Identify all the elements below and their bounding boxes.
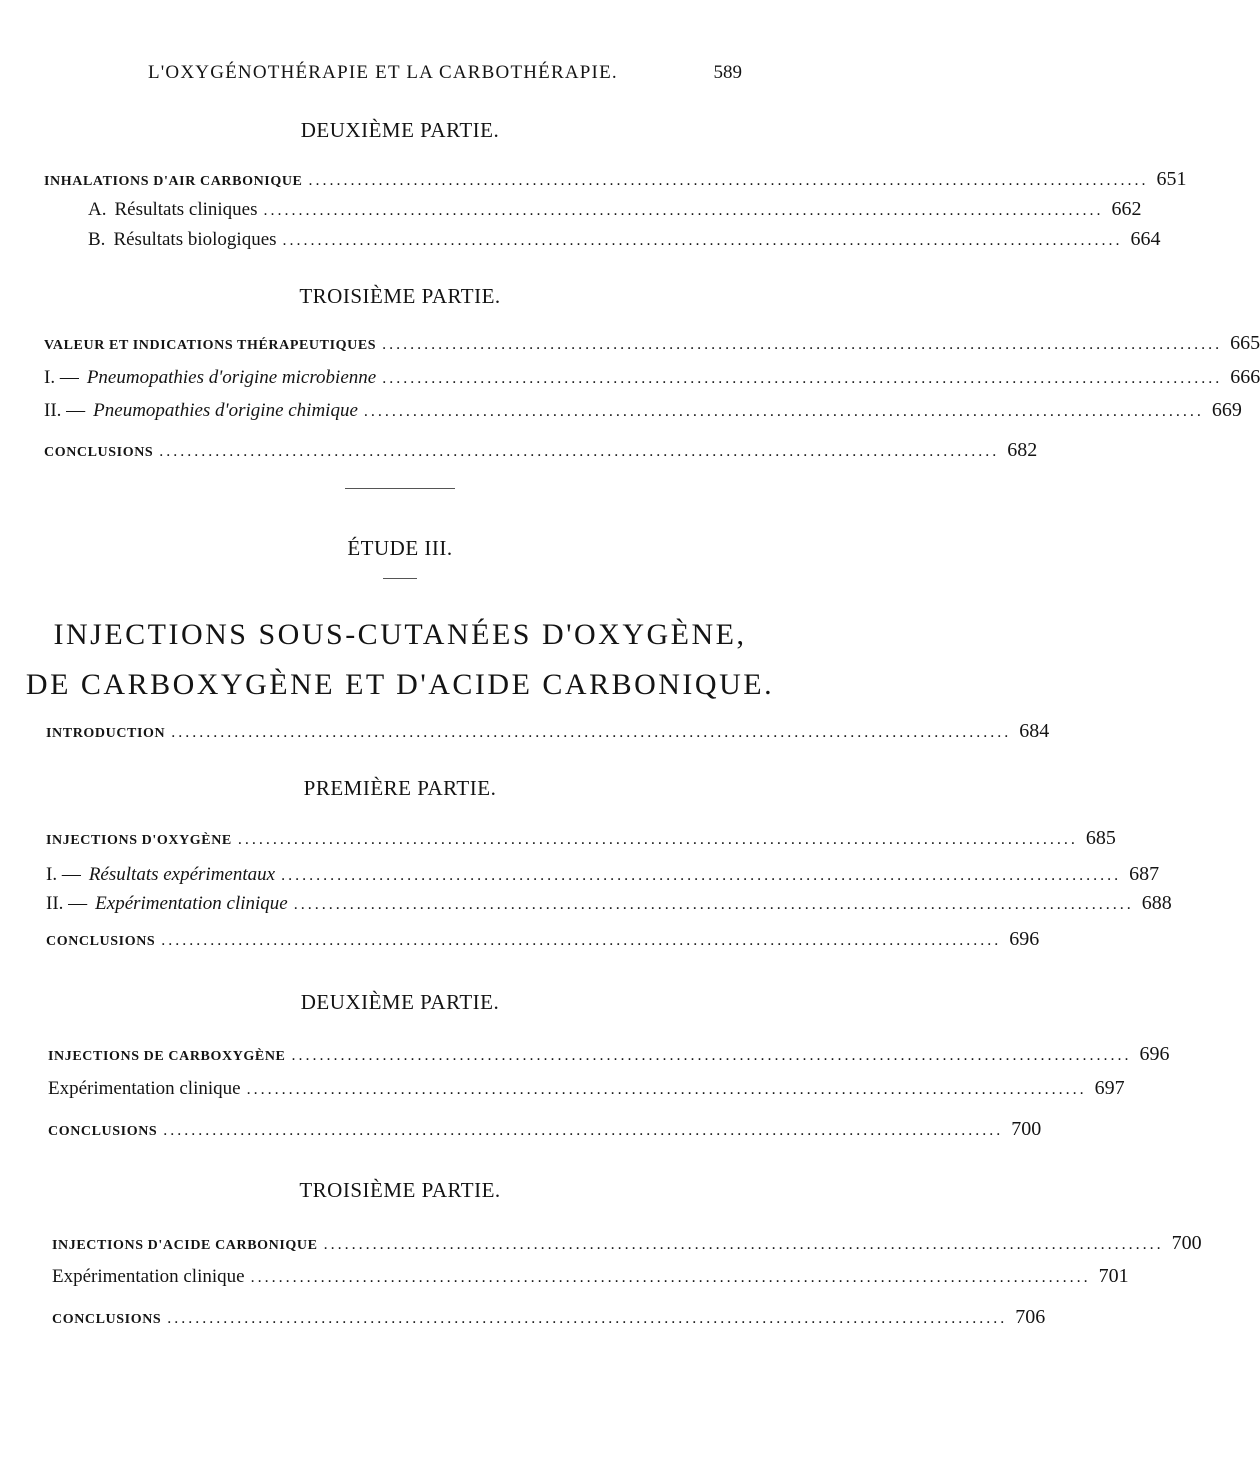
toc-entry-label: CONCLUSIONS: [52, 1312, 162, 1327]
toc-entry-page: 700: [1011, 1118, 1042, 1140]
part-heading: TROISIÈME PARTIE.: [299, 284, 501, 308]
toc-entry-number: A.: [88, 199, 107, 220]
toc-entry-label: Pneumopathies d'origine chimique: [93, 400, 358, 421]
toc-entry-label: Expérimentation clinique: [48, 1078, 241, 1099]
toc-entry-page: 696: [1009, 928, 1040, 950]
toc-entry-page: 701: [1098, 1265, 1129, 1287]
toc-entry-label: CONCLUSIONS: [48, 1124, 158, 1139]
toc-entry-number: I. —: [44, 367, 79, 388]
leader-dots: ........................................................................................................................: [167, 1310, 1008, 1327]
toc-entry-number: II. —: [44, 400, 86, 421]
toc-entry[interactable]: [88, 228, 1161, 256]
toc-entry-page: 685: [1085, 827, 1116, 849]
toc-entry-page: 664: [1130, 228, 1161, 250]
toc-entry-label: CONCLUSIONS: [46, 934, 156, 949]
running-head: [0, 62, 800, 86]
toc-entry[interactable]: [46, 720, 1050, 748]
leader-dots: ........................................................................................................................: [281, 867, 1122, 884]
leader-dots: ........................................................................................................................: [282, 232, 1123, 249]
leader-dots: ........................................................................................................................: [263, 202, 1104, 219]
leader-dots: ........................................................................................................................: [163, 1122, 1004, 1139]
toc-entry[interactable]: [46, 892, 1172, 920]
toc-entry-label: INHALATIONS D'AIR CARBONIQUE: [44, 174, 303, 189]
toc-entry-page: 687: [1129, 863, 1160, 885]
running-head-title: L'OXYGÉNOTHÉRAPIE ET LA CARBOTHÉRAPIE.: [148, 62, 618, 83]
study-heading: ÉTUDE III.: [347, 536, 453, 560]
toc-entry[interactable]: [44, 439, 1038, 467]
leader-dots: ........................................................................................................................: [291, 1047, 1132, 1064]
leader-dots: ........................................................................................................................: [363, 403, 1204, 420]
toc-entry[interactable]: [46, 928, 1040, 956]
toc-entry-page: 669: [1211, 399, 1242, 421]
leader-dots: ........................................................................................................................: [171, 724, 1012, 741]
toc-entry-label: Expérimentation clinique: [52, 1266, 245, 1287]
toc-entry[interactable]: [52, 1306, 1046, 1334]
toc-entry-page: 662: [1111, 198, 1142, 220]
toc-entry-number: I. —: [46, 864, 81, 885]
toc-entry[interactable]: [48, 1043, 1170, 1071]
toc-entry-page: 651: [1156, 168, 1187, 190]
toc-entry-label: CONCLUSIONS: [44, 445, 154, 460]
toc-entry-page: 688: [1141, 892, 1172, 914]
leader-dots: ........................................................................................................................: [246, 1081, 1087, 1098]
study-title-line-2: DE CARBOXYGÈNE ET D'ACIDE CARBONIQUE.: [25, 668, 775, 701]
toc-entry-label: INJECTIONS DE CARBOXYGÈNE: [48, 1049, 286, 1064]
toc-entry-page: 666: [1230, 366, 1260, 388]
toc-entry-page: 696: [1139, 1043, 1170, 1065]
toc-entry[interactable]: [48, 1118, 1042, 1146]
leader-dots: ........................................................................................................................: [159, 443, 1000, 460]
toc-entry-label: INJECTIONS D'OXYGÈNE: [46, 833, 232, 848]
part-heading: DEUXIÈME PARTIE.: [300, 990, 500, 1014]
leader-dots: ........................................................................................................................: [382, 370, 1223, 387]
leader-dots: ........................................................................................................................: [237, 831, 1078, 848]
toc-entry-page: 665: [1230, 332, 1260, 354]
toc-entry-label: VALEUR ET INDICATIONS THÉRAPEUTIQUES: [44, 338, 377, 353]
toc-entry[interactable]: [44, 168, 1187, 196]
part-heading: DEUXIÈME PARTIE.: [300, 118, 500, 142]
toc-entry-label: Résultats biologiques: [113, 229, 277, 250]
toc-entry[interactable]: [48, 1077, 1125, 1105]
toc-entry-number: B.: [88, 229, 106, 250]
leader-dots: ........................................................................................................................: [323, 1236, 1164, 1253]
toc-entry-label: INTRODUCTION: [46, 726, 166, 741]
toc-entry-label: Expérimentation clinique: [95, 893, 288, 914]
section-divider: [345, 488, 455, 489]
toc-entry-page: 697: [1094, 1077, 1125, 1099]
toc-entry-label: Résultats expérimentaux: [88, 864, 276, 885]
leader-dots: ........................................................................................................................: [250, 1269, 1091, 1286]
toc-entry[interactable]: [46, 827, 1116, 855]
part-heading: TROISIÈME PARTIE.: [299, 1178, 501, 1202]
toc-entry[interactable]: [44, 332, 1260, 360]
toc-entry-number: II. —: [46, 893, 88, 914]
toc-entry[interactable]: [52, 1265, 1129, 1293]
toc-entry[interactable]: [46, 863, 1160, 891]
study-heading-underline: [383, 578, 417, 579]
leader-dots: ........................................................................................................................: [161, 932, 1002, 949]
leader-dots: ........................................................................................................................: [293, 896, 1134, 913]
toc-entry-page: 684: [1019, 720, 1050, 742]
toc-entry[interactable]: [52, 1232, 1202, 1260]
toc-entry-label: Résultats cliniques: [114, 199, 258, 220]
toc-entry[interactable]: [44, 366, 1260, 394]
running-head-page-number: 589: [713, 62, 742, 83]
toc-entry-page: 706: [1015, 1306, 1046, 1328]
toc-entry-label: Pneumopathies d'origine microbienne: [86, 367, 377, 388]
toc-entry-page: 682: [1007, 439, 1038, 461]
toc-entry-page: 700: [1171, 1232, 1202, 1254]
part-heading: PREMIÈRE PARTIE.: [303, 776, 497, 800]
study-title-line-1: INJECTIONS SOUS-CUTANÉES D'OXYGÈNE,: [53, 618, 747, 651]
toc-entry[interactable]: [88, 198, 1142, 226]
toc-entry[interactable]: [44, 399, 1242, 427]
leader-dots: ........................................................................................................................: [382, 336, 1223, 353]
toc-entry-label: INJECTIONS D'ACIDE CARBONIQUE: [52, 1238, 318, 1253]
leader-dots: ........................................................................................................................: [308, 172, 1149, 189]
